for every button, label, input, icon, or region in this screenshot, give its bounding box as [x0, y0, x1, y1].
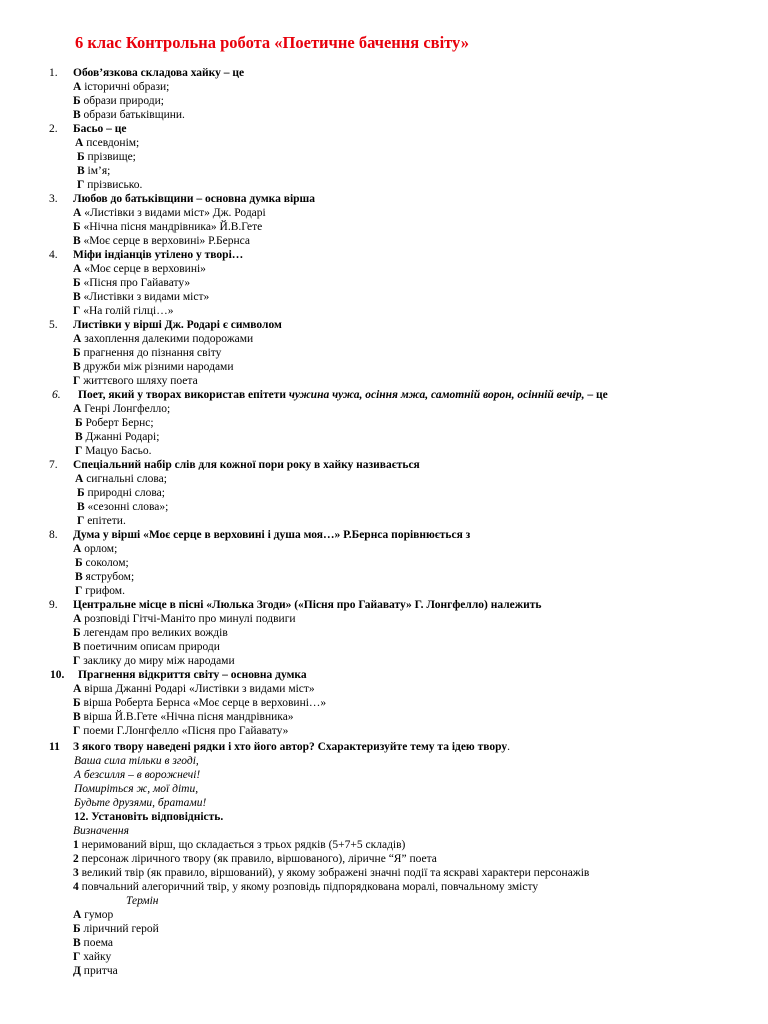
option-text: історичні образи;: [84, 81, 170, 93]
option-text: Генрі Лонгфелло;: [84, 403, 171, 415]
option-text: «Нічна пісня мандрівника» Й.В.Гете: [83, 221, 263, 233]
answer-option: [75, 472, 167, 486]
option-text: вірша Джанні Родарі «Листівки з видами міст»: [84, 683, 315, 695]
definition-item: [73, 852, 437, 866]
option-letter: А: [73, 81, 82, 93]
option-letter: В: [77, 165, 85, 177]
option-text: псевдонім;: [86, 137, 140, 149]
question-text-main: Дума у вірші «Моє серце в верховині і душа моя…» Р.Бернса порівнюється з: [73, 529, 471, 541]
term-item: [73, 950, 111, 964]
option-letter: Г: [73, 725, 81, 737]
question-text: [73, 66, 244, 80]
option-letter: В: [73, 291, 81, 303]
answer-option: [73, 234, 250, 248]
question-text-main: Спеціальний набір слів для кожної пори року в хайку називається: [73, 459, 420, 471]
question-text-tail: .: [507, 741, 510, 753]
terms-label: Термін: [126, 895, 159, 907]
question-text: [73, 740, 510, 754]
answer-option: [75, 584, 125, 598]
answer-option: [73, 640, 220, 654]
answer-option: [73, 332, 253, 346]
option-text: поеми Г.Лонгфелло «Пісня про Гайавату»: [83, 725, 289, 737]
option-letter: Г: [75, 445, 83, 457]
option-text: легендам про великих вождів: [83, 627, 228, 639]
answer-option: [73, 402, 170, 416]
option-letter: В: [77, 501, 85, 513]
option-text: «Листівки з видами міст»: [83, 291, 210, 303]
question-number: 2.: [49, 123, 58, 135]
question-text-main: Обов’язкова складова хайку – це: [73, 67, 245, 79]
option-letter: Б: [73, 697, 81, 709]
term-letter: В: [73, 937, 81, 949]
term-item: [73, 936, 113, 950]
answer-option: [77, 164, 110, 178]
answer-option: [77, 514, 126, 528]
answer-option: [73, 206, 266, 220]
option-text: образи природи;: [83, 95, 164, 107]
poem-line: Будьте друзями, братами!: [74, 797, 207, 809]
question-text-main: Центральне місце в пісні «Люлька Згоди» («Пісня про Гайавату» Г. Лонгфелло) належить: [73, 599, 542, 611]
poem-line: А безсилля – в ворожнечі!: [74, 769, 201, 781]
question-number: 11: [49, 741, 60, 753]
option-text: «сезонні слова»;: [87, 501, 169, 513]
term-letter: Д: [73, 965, 81, 977]
option-text: Джанні Родарі;: [85, 431, 160, 443]
answer-option: [75, 556, 129, 570]
answer-option: [73, 304, 173, 318]
definition-item: [73, 838, 405, 852]
question-text: [73, 528, 470, 542]
term-text: хайку: [83, 951, 112, 963]
term-letter: Б: [73, 923, 81, 935]
question-number: 7.: [49, 459, 58, 471]
term-item: [73, 908, 113, 922]
option-letter: Г: [73, 375, 81, 387]
definitions-label: Визначення: [73, 825, 129, 837]
answer-option: [73, 346, 221, 360]
answer-option: [73, 696, 326, 710]
option-text: природні слова;: [87, 487, 165, 499]
answer-option: [73, 724, 288, 738]
option-text: орлом;: [84, 543, 118, 555]
option-letter: В: [73, 641, 81, 653]
option-text: вірша Роберта Бернса «Моє серце в верховині…»: [83, 697, 327, 709]
question-number: 8.: [49, 529, 58, 541]
question-text-main: Установіть відповідність.: [91, 811, 224, 823]
term-letter: Г: [73, 951, 81, 963]
answer-option: [75, 430, 159, 444]
option-text: прагнення до пізнання світу: [83, 347, 222, 359]
option-letter: Г: [75, 585, 83, 597]
answer-option: [75, 416, 154, 430]
question-number: 12.: [74, 811, 89, 823]
option-letter: Б: [77, 151, 85, 163]
option-text: образи батьківщини.: [83, 109, 185, 121]
term-letter: А: [73, 909, 82, 921]
question-text-main: З якого твору наведені рядки і хто його автор? Схарактеризуйте тему та ідею твору: [73, 741, 508, 753]
definition-text: повчальний алегоричний твір, у якому розповідь підпорядкована моралі, повчальному змісту: [81, 881, 539, 893]
definition-text: великий твір (як правило, віршований), у якому зображені значні події та яскраві характери персонажів: [81, 867, 590, 879]
option-letter: В: [75, 431, 83, 443]
option-text: сигнальні слова;: [86, 473, 167, 485]
question-text-main: Любов до батьківщини – основна думка вірша: [73, 193, 315, 205]
question-text: [78, 668, 307, 682]
answer-option: [73, 612, 296, 626]
definition-text: персонаж ліричного твору (як правило, віршованого), ліричне “Я” поета: [81, 853, 437, 865]
answer-option: [73, 542, 117, 556]
option-letter: В: [73, 235, 81, 247]
option-text: епітети.: [87, 515, 126, 527]
answer-option: [75, 136, 139, 150]
definition-number: 2: [73, 853, 79, 865]
option-text: життєвого шляху поета: [83, 375, 198, 387]
answer-option: [73, 290, 209, 304]
answer-option: [77, 500, 168, 514]
question-text: [73, 192, 315, 206]
term-text: поема: [83, 937, 113, 949]
answer-option: [73, 94, 164, 108]
question-text-main: Прагнення відкриття світу – основна думка: [78, 669, 307, 681]
definition-number: 3: [73, 867, 79, 879]
answer-option: [73, 276, 190, 290]
answer-option: [77, 178, 142, 192]
option-text: Роберт Бернс;: [85, 417, 154, 429]
answer-option: [73, 80, 169, 94]
option-text: соколом;: [85, 557, 129, 569]
option-letter: А: [73, 683, 82, 695]
option-letter: В: [73, 361, 81, 373]
option-letter: Б: [73, 277, 81, 289]
option-text: захоплення далекими подорожами: [84, 333, 254, 345]
option-text: заклику до миру між народами: [83, 655, 235, 667]
option-text: поетичним описам природи: [83, 641, 220, 653]
option-letter: Б: [73, 221, 81, 233]
term-text: ліричний герой: [83, 923, 159, 935]
option-text: Мацуо Басьо.: [85, 445, 152, 457]
question-number: 3.: [49, 193, 58, 205]
option-letter: Г: [77, 515, 85, 527]
answer-option: [73, 220, 262, 234]
option-text: вірша Й.В.Гете «Нічна пісня мандрівника»: [83, 711, 294, 723]
definition-number: 1: [73, 839, 79, 851]
option-letter: В: [73, 109, 81, 121]
option-text: дружби між різними народами: [83, 361, 234, 373]
question-text: [73, 248, 243, 262]
question-text: [73, 318, 282, 332]
option-letter: Б: [75, 557, 83, 569]
poem-line: Ваша сила тільки в згоді,: [74, 755, 199, 767]
option-letter: В: [75, 571, 83, 583]
question-number: 5.: [49, 319, 58, 331]
answer-option: [73, 626, 228, 640]
term-text: гумор: [84, 909, 114, 921]
option-letter: А: [73, 207, 82, 219]
page-title: 6 клас Контрольна робота «Поетичне бачення світу»: [75, 33, 469, 52]
question-text: [73, 598, 541, 612]
option-letter: Г: [73, 305, 81, 317]
answer-option: [73, 710, 294, 724]
question-text-italic: чужина чужа, осіння мжа, самотній ворон, осінній вечір,: [288, 389, 585, 401]
question-text-main: Міфи індіанців утілено у творі…: [73, 249, 244, 261]
definition-item: [73, 880, 538, 894]
option-letter: А: [73, 543, 82, 555]
definition-number: 4: [73, 881, 79, 893]
option-letter: Б: [75, 417, 83, 429]
option-letter: Б: [73, 347, 81, 359]
option-letter: А: [75, 473, 84, 485]
answer-option: [73, 374, 198, 388]
option-text: «Моє серце в верховині» Р.Бернса: [83, 235, 250, 247]
option-letter: Б: [73, 95, 81, 107]
option-letter: А: [73, 613, 82, 625]
question-text-tail: – це: [584, 389, 608, 401]
term-item: [73, 964, 118, 978]
term-item: [73, 922, 159, 936]
answer-option: [73, 654, 235, 668]
option-text: розповіді Гітчі-Маніто про минулі подвиги: [84, 613, 296, 625]
answer-option: [77, 486, 165, 500]
option-text: «Листівки з видами міст» Дж. Родарі: [84, 207, 266, 219]
option-text: «На голій гілці…»: [83, 305, 174, 317]
question-text: [74, 810, 223, 824]
question-text: [73, 458, 420, 472]
option-letter: Б: [73, 627, 81, 639]
option-letter: А: [75, 137, 84, 149]
question-number: 9.: [49, 599, 58, 611]
answer-option: [73, 682, 315, 696]
option-letter: Г: [77, 179, 85, 191]
option-text: «Моє серце в верховині»: [84, 263, 206, 275]
question-number: 1.: [49, 67, 58, 79]
question-text-main: Поет, який у творах використав епітети: [78, 389, 289, 401]
definition-text: неримований вірш, що складається з трьох рядків (5+7+5 складів): [81, 839, 406, 851]
option-letter: Б: [77, 487, 85, 499]
answer-option: [73, 262, 206, 276]
option-text: «Пісня про Гайавату»: [83, 277, 191, 289]
answer-option: [73, 360, 233, 374]
option-letter: А: [73, 263, 82, 275]
question-number: 6.: [52, 389, 61, 401]
question-text: [78, 388, 608, 402]
option-text: прізвище;: [87, 151, 136, 163]
definition-item: [73, 866, 589, 880]
answer-option: [75, 444, 151, 458]
question-number: 4.: [49, 249, 58, 261]
answer-option: [73, 108, 185, 122]
option-letter: Г: [73, 655, 81, 667]
question-text-main: Басьо – це: [73, 123, 127, 135]
answer-option: [77, 150, 136, 164]
question-number: 10.: [50, 669, 65, 681]
option-text: яструбом;: [85, 571, 135, 583]
poem-line: Помиріться ж, мої діти,: [74, 783, 199, 795]
answer-option: [75, 570, 134, 584]
option-text: грифом.: [85, 585, 125, 597]
question-text-main: Листівки у вірші Дж. Родарі є символом: [73, 319, 282, 331]
option-letter: А: [73, 403, 82, 415]
term-text: притча: [83, 965, 118, 977]
option-letter: А: [73, 333, 82, 345]
option-text: прізвисько.: [87, 179, 143, 191]
option-text: ім’я;: [87, 165, 111, 177]
question-text: [73, 122, 127, 136]
option-letter: В: [73, 711, 81, 723]
